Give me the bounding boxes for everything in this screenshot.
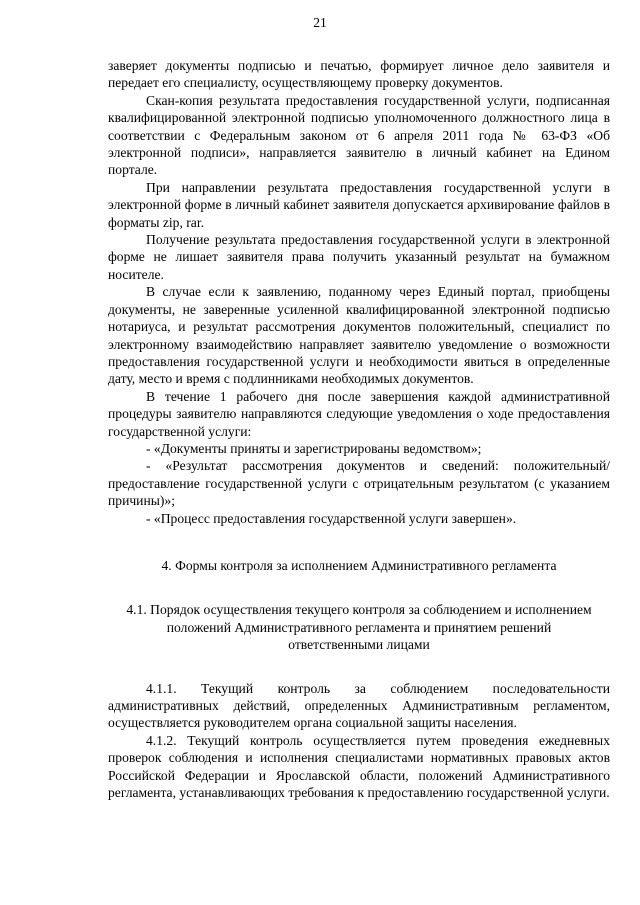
paragraph: 4.1.1. Текущий контроль за соблюдением последовательности административных действий, определенных Административным регламентом, осуществляется руководителем органа социальной защиты населения. xyxy=(108,680,610,731)
paragraph: При направлении результата предоставления государственной услуги в электронной форме в личный кабинет заявителя допускается архивирование файлов в форматы zip, rar. xyxy=(108,179,610,230)
paragraph: Получение результата предоставления государственной услуги в электронной форме не лишает заявителя права получить указанный результат на бумажном носителе. xyxy=(108,232,610,282)
document-body xyxy=(108,57,610,801)
paragraph: заверяет документы подписью и печатью, формирует личное дело заявителя и передает его специалисту, осуществляющему проверку документов. xyxy=(108,58,610,91)
paragraph: В случае если к заявлению, поданному через Единый портал, приобщены документы, не заверенные усиленной квалифицированной электронной подписью нотариуса, и результат рассмотрения документов положительный, специалист по электронному взаимодействию направляет заявителю уведомление о возможности предоставления государственной услуги и необходимости явиться в определенные дату, место и время с подлинниками необходимых документов. xyxy=(108,284,610,387)
list-item: - «Документы приняты и зарегистрированы ведомством»; xyxy=(146,440,482,456)
paragraph: 4.1.2. Текущий контроль осуществляется путем проведения ежедневных проверок соблюдения и исполнения специалистами нормативных правовых актов Российской Федерации и Ярославской области, положений Административного регламента, устанавливающих требования к предоставлению государственной услуги. xyxy=(108,732,610,801)
section-heading: 4. Формы контроля за исполнением Административного регламента xyxy=(161,557,557,573)
page-number: 21 xyxy=(313,15,327,30)
paragraph: В течение 1 рабочего дня после завершения каждой административной процедуры заявителю направляются следующие уведомления о ходе предоставления государственной услуги: xyxy=(108,388,610,439)
subsection-heading: 4.1. Порядок осуществления текущего контроля за соблюдением и исполнением положений Административного регламента и принятием решений ответственными лицами xyxy=(126,602,592,653)
list-item: - «Результат рассмотрения документов и сведений: положительный/ предоставление государственной услуги с отрицательным результатом (с указанием причины)»; xyxy=(108,458,610,509)
paragraph: Скан-копия результата предоставления государственной услуги, подписанная квалифицированной электронной подписью уполномоченного должностного лица в соответствии с Федеральным законом от 6 апреля 2011 года № 63-ФЗ «Об электронной подписи», направляется заявителю в личный кабинет на Едином портале. xyxy=(108,92,610,178)
list-item: - «Процесс предоставления государственной услуги завершен». xyxy=(146,510,517,526)
